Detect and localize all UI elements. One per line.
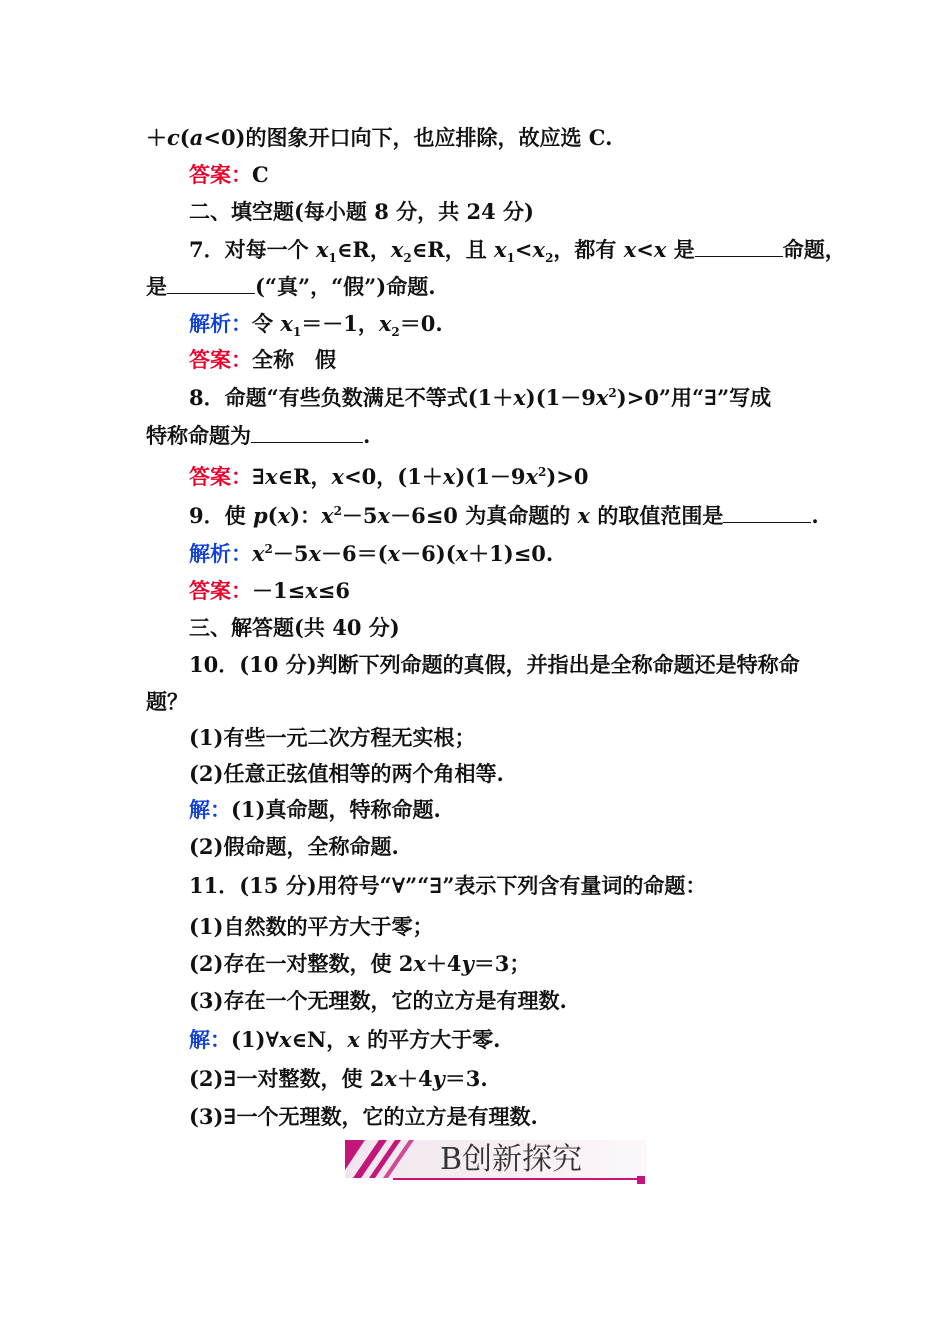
banner-underline (393, 1178, 641, 1180)
answer-label: 答案： (189, 347, 252, 372)
question-7: 7．对每一个 $x_1\in R$，$x_2\in R$，且 $x_1<x_2$，都有 x<x 是 命题， (189, 237, 846, 266)
solution-10-2: (2)假命题，全称命题. (189, 834, 399, 859)
solution-label: 解： (189, 797, 231, 822)
section-heading: 三、解答题(共 40 分) (189, 615, 400, 640)
question-10-item-2: (2)任意正弦值相等的两个角相等. (189, 761, 504, 786)
question-8: 8．命题“有些负数满足不等式$(1+x)(1-9x^2)>0$”用“∃”写成 (189, 385, 772, 410)
question-11-item-2: (2)存在一对整数，使 2x＋4y＝3； (189, 951, 531, 976)
question-11-item-1: (1)自然数的平方大于零； (189, 914, 434, 939)
continuation-line: ＋c(a<0)的图象开口向下，也应排除，故应选 C. (146, 125, 613, 150)
answer-label: 答案： (189, 578, 252, 603)
section-banner (345, 1140, 647, 1184)
answer-blank (723, 502, 811, 523)
analysis-label: 解析： (189, 311, 252, 336)
banner-stripes-icon (345, 1140, 425, 1180)
analysis-7: 解析：令 $x_1=-1$，$x_2=0$. (189, 311, 443, 340)
answer-8: 答案：∃x∈R，x<0，$(1+x)(1-9x^2)>0$ (189, 464, 589, 489)
section-heading: 二、填空题(每小题 8 分，共 24 分) (189, 199, 534, 224)
question-7-cont: 是 (“真”，“假”)命题. (146, 274, 436, 299)
analysis-label: 解析： (189, 541, 252, 566)
banner-square (637, 1176, 645, 1184)
solution-11-3: (3)∃一个无理数，它的立方是有理数. (189, 1104, 538, 1129)
answer-label: 答案： (189, 464, 252, 489)
question-8-cont: 特称命题为 . (146, 423, 371, 448)
answer-blank (695, 236, 783, 257)
question-10: 10．(10 分)判断下列命题的真假，并指出是全称命题还是特称命 (189, 652, 800, 677)
question-11: 11．(15 分)用符号“∀”“∃”表示下列含有量词的命题： (189, 873, 707, 898)
question-10-cont: 题？ (146, 689, 188, 714)
answer-9: 答案：－1≤x≤6 (189, 578, 350, 603)
question-9: 9．使 p(x)：$x^2-5x-6\le 0$ 为真命题的 x 的取值范围是 . (189, 503, 819, 528)
answer-blank (251, 422, 363, 443)
question-10-item-1: (1)有些一元二次方程无实根； (189, 725, 476, 750)
solution-11-1: 解：(1)∀x∈N，x 的平方大于零. (189, 1027, 501, 1052)
answer-line: 答案：C (189, 162, 269, 187)
question-11-item-3: (3)存在一个无理数，它的立方是有理数. (189, 988, 567, 1013)
answer-7: 答案：全称 假 (189, 347, 336, 372)
analysis-9: 解析：$x^2-5x-6=(x-6)(x+1)\le 0$. (189, 541, 554, 566)
answer-label: 答案： (189, 162, 252, 187)
solution-11-2: (2)∃一对整数，使 2x＋4y＝3. (189, 1066, 488, 1091)
answer-blank (167, 273, 255, 294)
solution-10-1: 解：(1)真命题，特称命题. (189, 797, 441, 822)
banner-title: B创新探究 (440, 1142, 583, 1177)
solution-label: 解： (189, 1027, 231, 1052)
